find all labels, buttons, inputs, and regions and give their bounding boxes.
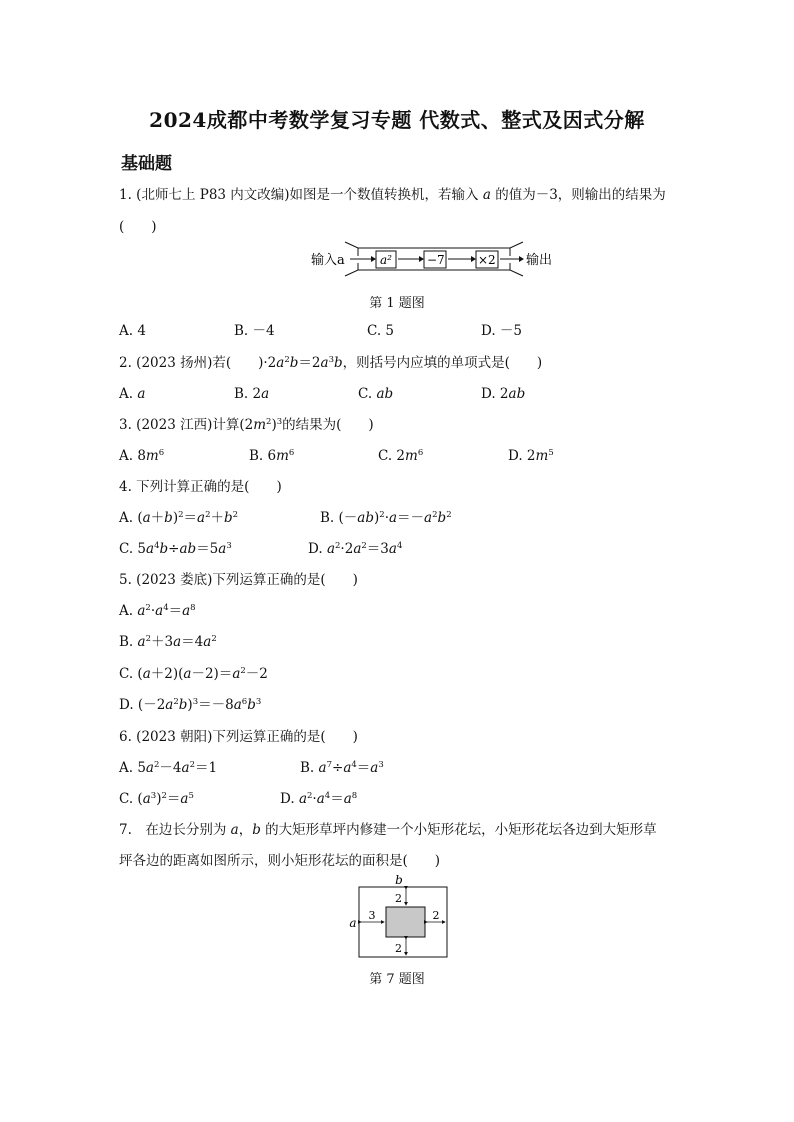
question-6-option-d: D. $a^2\cdot a^4=a^8$ [280,791,358,807]
question-2-option-a: A. a [119,386,146,402]
question-2-stem: 2. (2023 扬州)若( )$\cdot 2a^2b=2a^3b$，则括号内应填的单项式是( ) [119,355,543,371]
question-5-option-b: B. $a^2+3a=4a^2$ [119,634,217,650]
label-b: b [395,873,403,887]
question-3-option-d: D. $2m^5$ [508,448,554,464]
output-label: 输出 [526,253,553,268]
question-6-option-a: A. $5a^2-4a^2=1$ [119,760,218,776]
question-3-stem: 3. (2023 江西)计算$(2m^2)^3$的结果为( ) [119,417,374,433]
rectangle-garden-figure [340,872,460,962]
question-3-option-b: B. $6m^6$ [249,448,295,464]
times-two-label: ×2 [478,253,496,267]
question-2-option-b: B. 2a [234,386,270,402]
page-title: 2024成都中考数学复习专题 代数式、整式及因式分解 [149,108,645,132]
question-4-option-c: C. $5a^4b\div ab=5a^3$ [119,541,232,557]
section-heading: 基础题 [121,154,172,174]
right-distance: 2 [432,909,440,922]
left-distance: 3 [368,909,376,922]
question-2-option-c: C. ab [358,386,394,402]
question-4-option-d: D. $a^2\cdot 2a^2=3a^4$ [308,541,403,557]
question-7-stem-line-1: 7. 在边长分别为 a，b 的大矩形草坪内修建一个小矩形花坛，小矩形花坛各边到大矩形草 [119,822,657,838]
top-distance: 2 [395,892,402,905]
question-5-option-c: C. $(a+2)(a-2)=a^2-2$ [119,666,268,682]
question-2-option-d: D. 2ab [481,386,526,402]
question-5-stem: 5. (2023 娄底)下列运算正确的是( ) [119,572,358,588]
question-1-option-a: A. 4 [119,323,146,339]
question-7-stem-line-2: 坪各边的距离如图所示，则小矩形花坛的面积是( ) [119,853,441,869]
label-a: a [349,916,357,930]
question-4-stem: 4. 下列计算正确的是( ) [119,479,282,495]
figure-7-caption: 第 7 题图 [369,972,425,987]
question-1-option-c: C. 5 [367,323,395,339]
question-3-option-a: A. $8m^6$ [119,448,165,464]
question-6-option-b: B. $a^7\div a^4=a^3$ [300,760,384,776]
question-3-option-c: C. $2m^6$ [378,448,424,464]
small-rectangle [386,907,425,937]
figure-1-caption: 第 1 题图 [369,296,425,311]
square-box-label: a² [380,253,392,267]
question-4-option-b: B. $(-ab)^2\cdot a=-a^2b^2$ [320,510,452,526]
question-1-stem: 1. (北师七上 P83 内文改编)如图是一个数值转换机，若输入 a 的值为－3，则输出的结果为 [119,187,666,203]
question-1-blank: ( ) [119,219,157,235]
conversion-machine-figure [300,236,570,282]
question-1-option-b: B. －4 [234,323,275,339]
question-5-option-a: A. $a^2\cdot a^4=a^8$ [119,603,196,619]
question-6-option-c: C. $(a^3)^2=a^5$ [119,791,194,807]
minus-seven-label: −7 [427,253,445,267]
question-1-option-d: D. －5 [481,323,523,339]
question-6-stem: 6. (2023 朝阳)下列运算正确的是( ) [119,729,358,745]
input-label: 输入a [311,253,345,268]
bottom-distance: 2 [395,942,402,955]
question-4-option-a: A. $(a+b)^2=a^2+b^2$ [119,510,239,526]
question-5-option-d: D. $(-2a^2b)^3=-8a^6b^3$ [119,697,262,713]
